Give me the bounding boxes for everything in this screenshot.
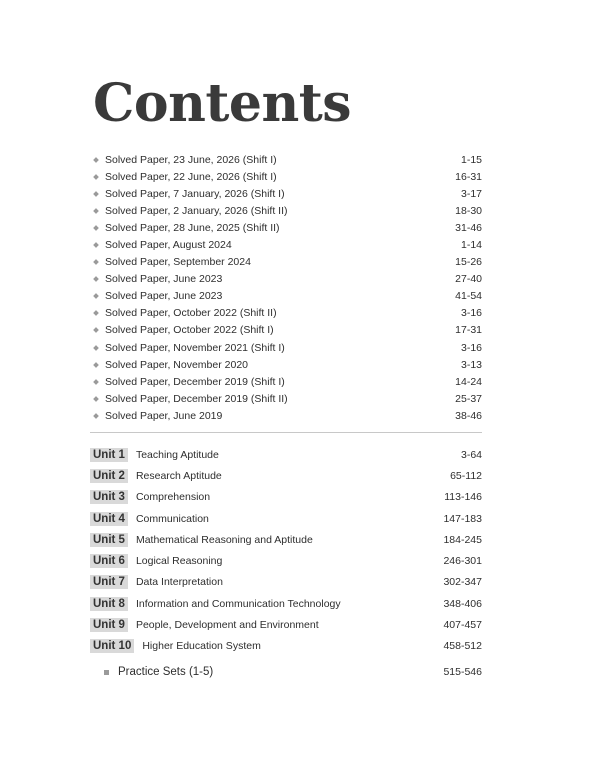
unit-title: Comprehension — [135, 491, 211, 504]
list-item — [90, 322, 482, 339]
list-item — [90, 271, 482, 288]
page-range: 458-512 — [443, 640, 482, 653]
unit-title: Communication — [135, 512, 209, 525]
unit-row — [90, 593, 482, 614]
unit-title: Data Interpretation — [135, 576, 223, 589]
page-range: 3-17 — [460, 187, 482, 200]
unit-badge: Unit 10 — [90, 639, 134, 653]
paper-title: Solved Paper, 2 January, 2026 (Shift II) — [105, 204, 288, 217]
unit-badge: Unit 2 — [90, 469, 128, 483]
unit-badge: Unit 8 — [90, 597, 128, 611]
page-title: Contents — [93, 73, 352, 134]
paper-title: Solved Paper, September 2024 — [105, 256, 251, 269]
paper-title: Solved Paper, October 2022 (Shift II) — [105, 307, 277, 320]
page-range: 27-40 — [455, 273, 482, 286]
unit-badge: Unit 3 — [90, 490, 128, 504]
page-range: 18-30 — [455, 204, 482, 217]
diamond-bullet-icon — [93, 242, 99, 248]
diamond-bullet-icon — [93, 413, 99, 419]
unit-badge: Unit 4 — [90, 512, 128, 526]
diamond-bullet-icon — [93, 208, 99, 214]
diamond-bullet-icon — [93, 362, 99, 368]
paper-title: Solved Paper, 28 June, 2025 (Shift II) — [105, 221, 280, 234]
practice-title: Practice Sets (1-5) — [118, 666, 214, 678]
diamond-bullet-icon — [93, 276, 99, 282]
list-item — [90, 390, 482, 407]
practice-sets-row — [104, 666, 482, 678]
diamond-bullet-icon — [93, 225, 99, 231]
list-item — [90, 236, 482, 253]
unit-row — [90, 487, 482, 508]
paper-title: Solved Paper, December 2019 (Shift II) — [105, 392, 288, 405]
unit-badge: Unit 5 — [90, 533, 128, 547]
unit-title: Information and Communication Technology — [135, 597, 341, 610]
diamond-bullet-icon — [93, 293, 99, 299]
list-item — [90, 168, 482, 185]
unit-badge: Unit 7 — [90, 575, 128, 589]
list-item — [90, 339, 482, 356]
paper-title: Solved Paper, 7 January, 2026 (Shift I) — [105, 187, 285, 200]
unit-row — [90, 572, 482, 593]
unit-row — [90, 614, 482, 635]
unit-title: Higher Education System — [142, 640, 261, 653]
paper-title: Solved Paper, August 2024 — [105, 239, 232, 252]
page-range: 348-406 — [443, 597, 482, 610]
page-range: 515-546 — [443, 666, 482, 678]
paper-title: Solved Paper, June 2023 — [105, 290, 223, 303]
list-item — [90, 373, 482, 390]
paper-title: Solved Paper, June 2019 — [105, 409, 223, 422]
list-item — [90, 305, 482, 322]
unit-title: People, Development and Environment — [135, 619, 319, 632]
diamond-bullet-icon — [93, 328, 99, 334]
page-range: 16-31 — [455, 170, 482, 183]
section-divider — [90, 432, 482, 433]
page-range: 113-146 — [444, 491, 482, 504]
page-range: 302-347 — [443, 576, 482, 589]
page-range: 38-46 — [455, 409, 482, 422]
page-range: 65-112 — [450, 469, 482, 482]
page-range: 15-26 — [455, 256, 482, 269]
diamond-bullet-icon — [93, 259, 99, 265]
page-range: 1-14 — [460, 239, 482, 252]
list-item — [90, 254, 482, 271]
list-item — [90, 202, 482, 219]
unit-row — [90, 636, 482, 657]
page-range: 1-15 — [460, 153, 482, 166]
paper-title: Solved Paper, October 2022 (Shift I) — [105, 324, 274, 337]
list-item — [90, 151, 482, 168]
paper-title: Solved Paper, 23 June, 2026 (Shift I) — [105, 153, 277, 166]
page-range: 3-64 — [460, 448, 482, 461]
unit-title: Research Aptitude — [135, 469, 222, 482]
page-range: 25-37 — [455, 392, 482, 405]
page-range: 3-16 — [460, 341, 482, 354]
unit-row — [90, 550, 482, 571]
page-range: 17-31 — [455, 324, 482, 337]
page-range: 147-183 — [443, 512, 482, 525]
paper-title: Solved Paper, November 2020 — [105, 358, 249, 371]
unit-row — [90, 444, 482, 465]
list-item — [90, 356, 482, 373]
list-item — [90, 288, 482, 305]
page-range: 246-301 — [443, 555, 482, 568]
diamond-bullet-icon — [93, 379, 99, 385]
unit-title: Mathematical Reasoning and Aptitude — [135, 533, 313, 546]
square-bullet-icon — [104, 670, 109, 675]
diamond-bullet-icon — [93, 174, 99, 180]
unit-title: Teaching Aptitude — [135, 448, 219, 461]
paper-title: Solved Paper, December 2019 (Shift I) — [105, 375, 285, 388]
unit-badge: Unit 9 — [90, 618, 128, 632]
diamond-bullet-icon — [93, 191, 99, 197]
list-item — [90, 219, 482, 236]
unit-row — [90, 508, 482, 529]
list-item — [90, 407, 482, 424]
solved-papers-list — [90, 151, 482, 425]
paper-title: Solved Paper, November 2021 (Shift I) — [105, 341, 285, 354]
page-range: 3-13 — [460, 358, 482, 371]
page-range: 184-245 — [443, 533, 482, 546]
page-range: 31-46 — [455, 221, 482, 234]
page-range: 14-24 — [455, 375, 482, 388]
unit-row — [90, 465, 482, 486]
unit-badge: Unit 1 — [90, 448, 128, 462]
page-range: 407-457 — [443, 619, 482, 632]
diamond-bullet-icon — [93, 311, 99, 317]
page-range: 3-16 — [460, 307, 482, 320]
paper-title: Solved Paper, June 2023 — [105, 273, 223, 286]
page-range: 41-54 — [455, 290, 482, 303]
unit-row — [90, 529, 482, 550]
diamond-bullet-icon — [93, 157, 99, 163]
units-list — [90, 444, 482, 657]
diamond-bullet-icon — [93, 396, 99, 402]
diamond-bullet-icon — [93, 345, 99, 351]
unit-title: Logical Reasoning — [135, 555, 223, 568]
unit-badge: Unit 6 — [90, 554, 128, 568]
list-item — [90, 185, 482, 202]
paper-title: Solved Paper, 22 June, 2026 (Shift I) — [105, 170, 277, 183]
